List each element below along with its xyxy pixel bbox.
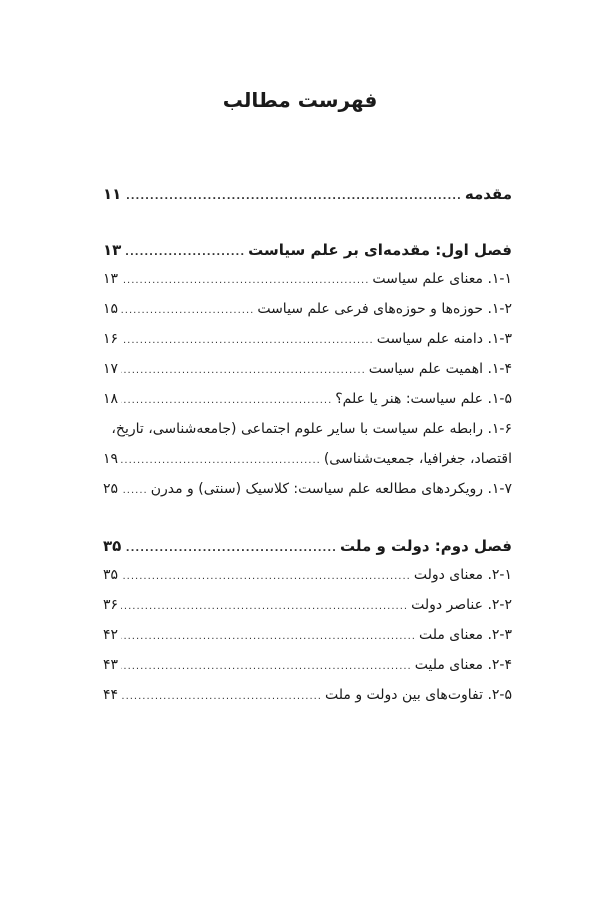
dot-leader <box>121 335 374 346</box>
dot-leader <box>121 571 411 582</box>
toc-entry-chapter-1[interactable] <box>103 241 512 271</box>
dot-leader <box>121 601 408 612</box>
entry-label: ۱-۲. حوزه‌ها و حوزه‌های فرعی علم سیاست <box>257 301 512 317</box>
page-number: ۴۲ <box>103 627 119 643</box>
entry-label: ۲-۳. معنای ملت <box>418 627 512 643</box>
entry-label: مقدمه <box>464 185 512 203</box>
entry-label: ۱-۵. علم سیاست: هنر یا علم؟ <box>335 391 512 407</box>
toc-entry-1-6-line1[interactable]: ۱-۶. رابطه علم سیاست با سایر علوم اجتماعی (جامعه‌شناسی، تاریخ، <box>111 421 512 437</box>
page-number: ۱۸ <box>103 391 119 407</box>
dot-leader <box>121 395 332 406</box>
page-number: ۱۱ <box>103 185 122 203</box>
dot-leader <box>121 485 148 496</box>
page-number: ۴۴ <box>103 687 119 703</box>
toc-entry-1-3[interactable] <box>103 331 512 361</box>
dot-leader <box>121 631 416 642</box>
toc-entry-2-3[interactable] <box>103 627 512 657</box>
toc-entry-1-6[interactable] <box>103 451 512 481</box>
dot-leader <box>121 455 321 466</box>
toc-entry-1-2[interactable] <box>103 301 512 331</box>
toc-entry-1-7[interactable] <box>103 481 512 511</box>
entry-label: ۲-۱. معنای دولت <box>413 567 512 583</box>
dot-leader <box>121 661 412 672</box>
entry-label: ۱-۳. دامنه علم سیاست <box>376 331 512 347</box>
dot-leader <box>121 275 369 286</box>
toc-entry-introduction[interactable] <box>103 185 512 215</box>
page-number: ۱۵ <box>103 301 119 317</box>
page-number: ۱۳ <box>103 241 122 259</box>
dot-leader <box>124 191 462 202</box>
toc-entry-2-5[interactable] <box>103 687 512 717</box>
page-number: ۳۵ <box>103 537 122 555</box>
dot-leader <box>121 365 366 376</box>
dot-leader <box>121 691 322 702</box>
page-title: فهرست مطالب <box>222 88 378 112</box>
entry-label: ۲-۲. عناصر دولت <box>411 597 512 613</box>
page-number: ۴۳ <box>103 657 119 673</box>
page-number: ۱۶ <box>103 331 119 347</box>
toc-entry-2-2[interactable] <box>103 597 512 627</box>
entry-label: فصل دوم: دولت و ملت <box>339 537 512 555</box>
toc-entry-chapter-2[interactable] <box>103 537 512 567</box>
entry-label: ۲-۴. معنای ملیت <box>414 657 512 673</box>
toc-entry-2-4[interactable] <box>103 657 512 687</box>
toc-entry-1-5[interactable] <box>103 391 512 421</box>
dot-leader <box>124 543 337 554</box>
toc-entry-2-1[interactable] <box>103 567 512 597</box>
entry-label: ۱-۱. معنای علم سیاست <box>372 271 512 287</box>
entry-label: فصل اول: مقدمه‌ای بر علم سیاست <box>248 241 512 259</box>
dot-leader <box>121 305 254 316</box>
entry-label: ۲-۵. تفاوت‌های بین دولت و ملت <box>324 687 512 703</box>
spacer <box>103 511 512 537</box>
entry-label: ۱-۷. رویکردهای مطالعه علم سیاست: کلاسیک (سنتی) و مدرن <box>150 481 512 497</box>
entry-label: اقتصاد، جغرافیا، جمعیت‌شناسی) <box>323 451 512 467</box>
table-of-contents <box>103 185 512 717</box>
toc-entry-1-4[interactable] <box>103 361 512 391</box>
page-number: ۱۹ <box>103 451 119 467</box>
page-number: ۱۷ <box>103 361 119 377</box>
page-number: ۱۳ <box>103 271 119 287</box>
dot-leader <box>124 247 245 258</box>
page-number: ۳۶ <box>103 597 119 613</box>
entry-label: ۱-۴. اهمیت علم سیاست <box>368 361 512 377</box>
page-number: ۲۵ <box>103 481 119 497</box>
spacer <box>103 215 512 241</box>
page-number: ۳۵ <box>103 567 119 583</box>
toc-entry-1-1[interactable] <box>103 271 512 301</box>
